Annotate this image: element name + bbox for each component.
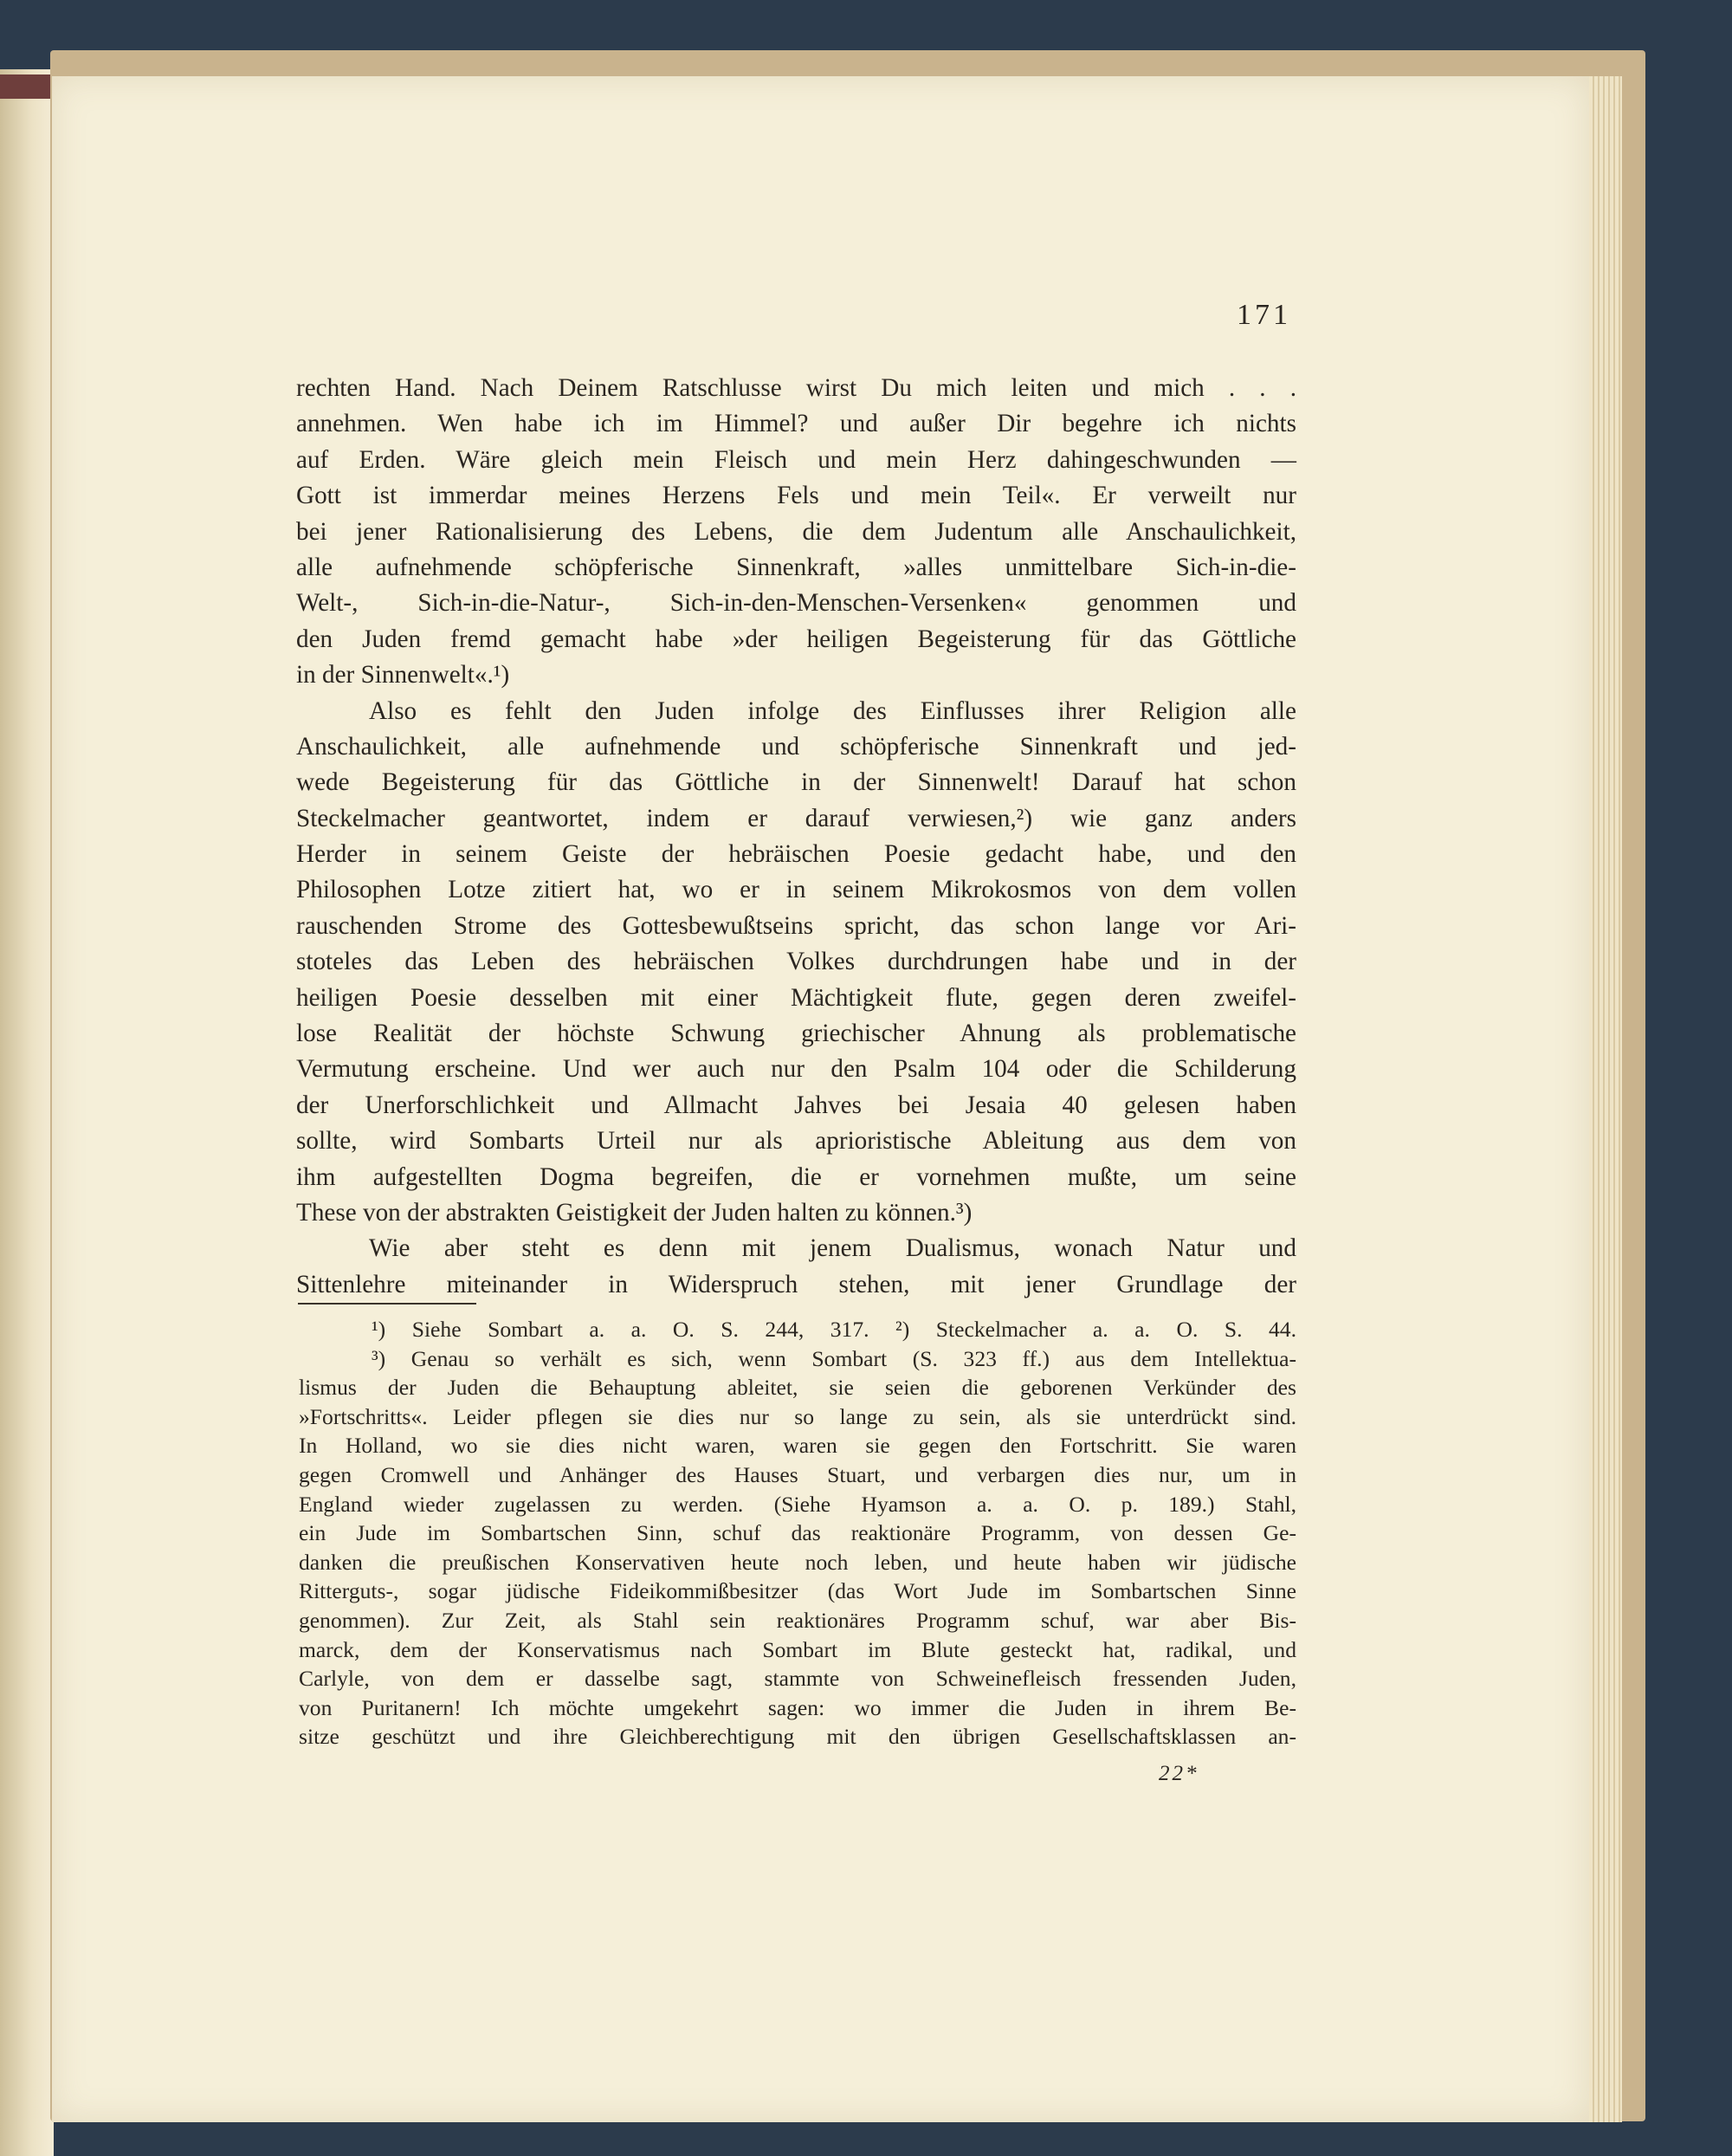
body-line: rauschenden Strome des Gottesbewußtseins spricht, das schon lange vor Ari-: [296, 911, 1296, 940]
body-line: alle aufnehmende schöpferische Sinnenkraft, »alles unmittelbare Sich-in-die-: [296, 553, 1296, 581]
body-line: in der Sinnenwelt«.¹): [296, 661, 510, 690]
body-line: Sittenlehre miteinander in Widerspruch stehen, mit jener Grundlage der: [296, 1270, 1296, 1298]
body-line: These von der abstrakten Geistigkeit der Juden halten zu können.³): [296, 1198, 973, 1227]
body-line: der Unerforschlichkeit und Allmacht Jahves bei Jesaia 40 gelesen haben: [296, 1091, 1296, 1119]
footnote-line: lismus der Juden die Behauptung ableitet, sie seien die geborenen Verkünder des: [299, 1375, 1296, 1401]
body-line: rechten Hand. Nach Deinem Ratschlusse wirst Du mich leiten und mich . . .: [296, 374, 1296, 402]
body-line: Steckelmacher geantwortet, indem er darauf verwiesen,²) wie ganz anders: [296, 804, 1296, 832]
page-stack-edges: [1589, 76, 1622, 2122]
footnote-line: ³) Genau so verhält es sich, wenn Sombart (S. 323 ff.) aus dem Intellektua-: [372, 1345, 1296, 1371]
body-line: den Juden fremd gemacht habe »der heiligen Begeisterung für das Göttliche: [296, 625, 1296, 653]
body-line: wede Begeisterung für das Göttliche in der Sinnenwelt! Darauf hat schon: [296, 768, 1296, 797]
left-binding-strip: [0, 74, 50, 99]
body-line: Welt-, Sich-in-die-Natur-, Sich-in-den-Menschen-Versenken« genommen und: [296, 589, 1296, 618]
footnote-rule: [298, 1303, 476, 1305]
body-line: sollte, wird Sombarts Urteil nur als aprioristische Ableitung aus dem von: [296, 1127, 1296, 1156]
page-number: 171: [1237, 299, 1291, 331]
body-line: heiligen Poesie desselben mit einer Mächtigkeit flute, gegen deren zweifel-: [296, 983, 1296, 1012]
body-text: [296, 371, 1296, 1303]
body-line: Anschaulichkeit, alle aufnehmende und schöpferische Sinnenkraft und jed-: [296, 732, 1296, 761]
footnotes: [299, 1315, 1296, 1751]
footnote-line: danken die preußischen Konservativen heute noch leben, und heute haben wir jüdische: [299, 1549, 1296, 1575]
body-line: annehmen. Wen habe ich im Himmel? und außer Dir begehre ich nichts: [296, 410, 1296, 438]
body-line: Wie aber steht es denn mit jenem Dualismus, wonach Natur und: [369, 1234, 1296, 1263]
body-line: bei jener Rationalisierung des Lebens, die dem Judentum alle Anschaulichkeit,: [296, 517, 1296, 546]
footnote-line: von Puritanern! Ich möchte umgekehrt sagen: wo immer die Juden in ihrem Be-: [299, 1694, 1296, 1720]
body-line: lose Realität der höchste Schwung griechischer Ahnung als problematische: [296, 1020, 1296, 1048]
footnote-line: »Fortschritts«. Leider pflegen sie dies nur so lange zu sein, als sie unterdrückt sind.: [299, 1403, 1296, 1429]
body-line: Gott ist immerdar meines Herzens Fels und mein Teil«. Er verweilt nur: [296, 482, 1296, 510]
left-page-edge: [0, 69, 54, 2156]
footnote-line: genommen). Zur Zeit, als Stahl sein reaktionäres Programm schuf, war aber Bis-: [299, 1607, 1296, 1633]
footnote-line: marck, dem der Konservatismus nach Sombart im Blute gesteckt hat, radikal, und: [299, 1636, 1296, 1662]
footnote-line: Ritterguts-, sogar jüdische Fideikommißbesitzer (das Wort Jude im Sombartschen Sinne: [299, 1578, 1296, 1604]
body-line: ihm aufgestellten Dogma begreifen, die er vornehmen mußte, um seine: [296, 1162, 1296, 1191]
body-line: auf Erden. Wäre gleich mein Fleisch und mein Herz dahingeschwunden —: [296, 445, 1296, 474]
footnote-line: In Holland, wo sie dies nicht waren, waren sie gegen den Fortschritt. Sie waren: [299, 1433, 1296, 1459]
footnote-line: sitze geschützt und ihre Gleichberechtigung mit den übrigen Gesellschaftsklassen an-: [299, 1724, 1296, 1750]
body-line: Also es fehlt den Juden infolge des Einflusses ihrer Religion alle: [369, 696, 1296, 725]
footnote-line: England wieder zugelassen zu werden. (Siehe Hyamson a. a. O. p. 189.) Stahl,: [299, 1491, 1296, 1517]
body-line: Herder in seinem Geiste der hebräischen Poesie gedacht habe, und den: [296, 840, 1296, 869]
signature-mark: 22*: [1159, 1762, 1199, 1785]
body-line: Vermutung erscheine. Und wer auch nur den Psalm 104 oder die Schilderung: [296, 1055, 1296, 1084]
footnote-line: ¹) Siehe Sombart a. a. O. S. 244, 317. ²) Steckelmacher a. a. O. S. 44.: [372, 1317, 1296, 1342]
footnote-line: Carlyle, von dem er dasselbe sagt, stammte von Schweinefleisch fressenden Juden,: [299, 1666, 1296, 1692]
footnote-line: gegen Cromwell und Anhänger des Hauses Stuart, und verbargen dies nur, um in: [299, 1461, 1296, 1487]
body-line: Philosophen Lotze zitiert hat, wo er in seinem Mikrokosmos von dem vollen: [296, 876, 1296, 904]
body-line: stoteles das Leben des hebräischen Volkes durchdrungen habe und in der: [296, 948, 1296, 976]
footnote-line: ein Jude im Sombartschen Sinn, schuf das reaktionäre Programm, von dessen Ge-: [299, 1520, 1296, 1546]
